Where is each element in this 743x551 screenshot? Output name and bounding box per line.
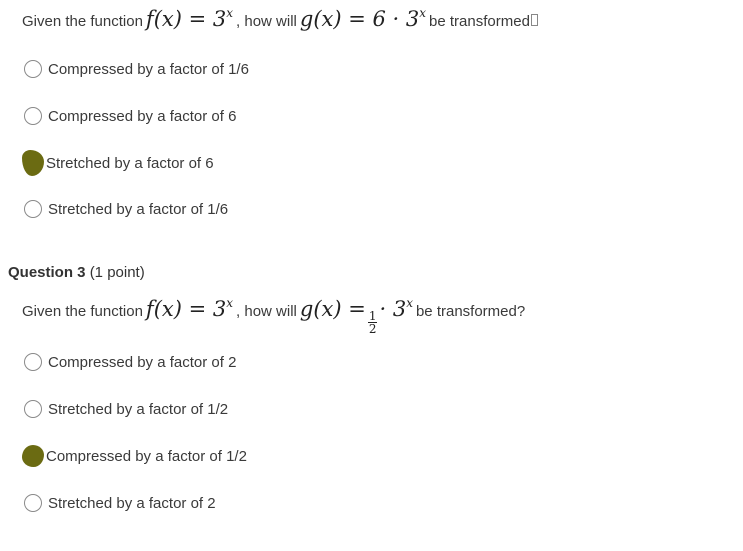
prompt-text-mid: , how will: [236, 303, 297, 320]
f-function-expression: $f(x) = 3^x$: [145, 296, 234, 321]
radio-button-icon[interactable]: [24, 494, 42, 512]
option-label: Compressed by a factor of 2: [48, 353, 237, 371]
prompt-text-end: be transformed: [429, 13, 530, 30]
option-label: Compressed by a factor of 6: [48, 107, 237, 125]
q2-option-4[interactable]: [24, 198, 228, 220]
prompt-text-end: be transformed?: [415, 303, 526, 320]
radio-button-icon[interactable]: [24, 107, 42, 125]
q3-option-3[interactable]: [24, 445, 247, 467]
option-label: Stretched by a factor of 6: [46, 154, 214, 172]
question-2-prompt: [22, 6, 538, 31]
q3-option-4[interactable]: [24, 492, 216, 514]
question-3-heading: [8, 264, 145, 281]
f-function-expression: $f(x) = 3^x$: [145, 6, 234, 31]
q2-option-2[interactable]: [24, 105, 236, 127]
missing-glyph-icon: [531, 14, 538, 26]
selected-radio-mark-icon[interactable]: [22, 445, 44, 467]
prompt-text: Given the function: [22, 303, 143, 320]
option-label: Stretched by a factor of 1/6: [48, 200, 229, 218]
q3-option-1[interactable]: [24, 351, 236, 373]
radio-button-icon[interactable]: [24, 400, 42, 418]
prompt-text-mid: , how will: [236, 13, 297, 30]
option-label: Stretched by a factor of 2: [48, 494, 216, 512]
question-points: (1 point): [89, 264, 145, 281]
prompt-text: Given the function: [22, 13, 143, 30]
g-function-expression: $g(x) = 6 \cdot 3^x$: [299, 6, 427, 31]
question-title: Question 3: [8, 264, 86, 281]
fraction: $\frac{1}{2}$: [368, 309, 377, 336]
question-3-prompt: [22, 296, 525, 335]
selected-radio-mark-icon[interactable]: [22, 150, 44, 176]
option-label: Compressed by a factor of 1/6: [48, 60, 249, 78]
option-label: Stretched by a factor of 1/2: [48, 400, 229, 418]
option-label: Compressed by a factor of 1/2: [46, 447, 247, 465]
g-function-expression: g(x) = $\frac{1}{2}$ · $3^x$: [299, 296, 413, 336]
radio-button-icon[interactable]: [24, 353, 42, 371]
q2-option-1[interactable]: [24, 58, 249, 80]
radio-button-icon[interactable]: [24, 200, 42, 218]
q2-option-3[interactable]: [24, 152, 214, 174]
radio-button-icon[interactable]: [24, 60, 42, 78]
q3-option-2[interactable]: [24, 398, 228, 420]
